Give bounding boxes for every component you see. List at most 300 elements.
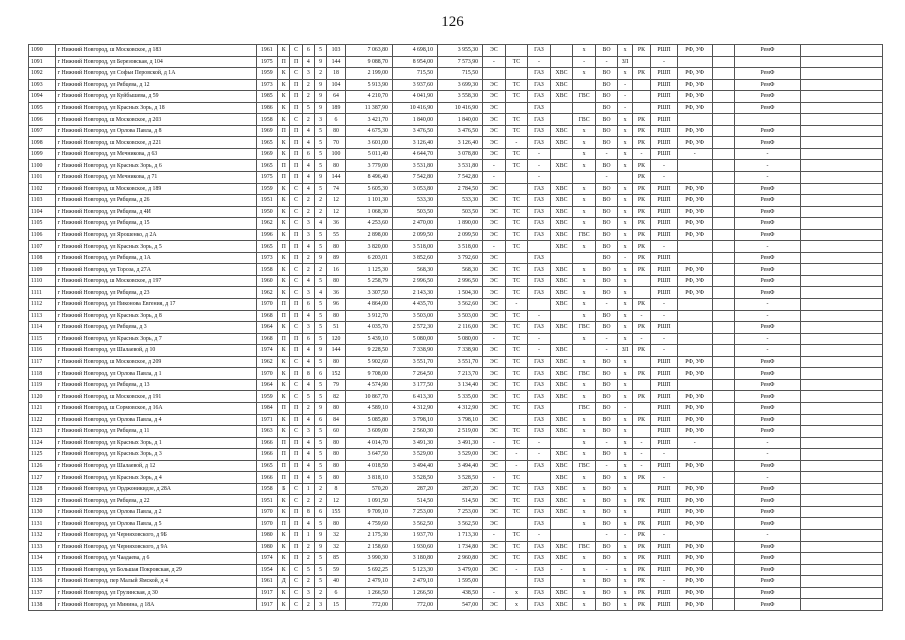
table-cell bbox=[800, 576, 882, 588]
table-cell: РШП bbox=[651, 252, 678, 264]
table-cell: - bbox=[618, 529, 632, 541]
table-row bbox=[29, 322, 883, 334]
table-cell: РемФ bbox=[735, 264, 801, 276]
table-cell: ВО bbox=[595, 241, 618, 253]
address-cell: г Нижний Новгород, ул Шалаевой, д 10 bbox=[55, 345, 256, 357]
table-cell bbox=[677, 56, 712, 68]
table-cell: 2 bbox=[302, 402, 314, 414]
table-cell: 36 bbox=[327, 287, 345, 299]
table-cell: х bbox=[618, 379, 632, 391]
table-cell: х bbox=[573, 275, 596, 287]
table-cell: ВО bbox=[595, 125, 618, 137]
table-cell: 1137 bbox=[29, 587, 56, 599]
table-cell: 3 bbox=[302, 218, 314, 230]
table-cell: ВО bbox=[595, 79, 618, 91]
table-cell: 6 bbox=[314, 368, 326, 380]
table-cell: ЭС bbox=[483, 195, 506, 207]
table-cell: РШП bbox=[651, 206, 678, 218]
table-cell: 3 bbox=[302, 322, 314, 334]
table-cell: 3 529,00 bbox=[392, 449, 437, 461]
table-cell: х bbox=[573, 125, 596, 137]
table-cell: 4 014,70 bbox=[345, 437, 392, 449]
table-cell: ВО bbox=[595, 449, 618, 461]
table-row bbox=[29, 564, 883, 576]
table-cell: ГАЗ bbox=[528, 287, 551, 299]
table-cell: ВО bbox=[595, 368, 618, 380]
table-cell: ХВС bbox=[550, 379, 573, 391]
table-cell bbox=[800, 529, 882, 541]
table-cell bbox=[712, 414, 735, 426]
table-cell: ТС bbox=[505, 483, 528, 495]
table-row bbox=[29, 252, 883, 264]
table-cell: - bbox=[618, 91, 632, 103]
table-cell: П bbox=[278, 56, 290, 68]
table-cell: ВО bbox=[595, 183, 618, 195]
table-cell bbox=[712, 206, 735, 218]
table-cell: ЭС bbox=[483, 553, 506, 565]
address-cell: г Нижний Новгород, ул Софьи Перовской, д 1А bbox=[55, 68, 256, 80]
table-cell bbox=[800, 391, 882, 403]
table-cell: 1970 bbox=[256, 299, 278, 311]
table-cell: 1113 bbox=[29, 310, 56, 322]
table-cell bbox=[677, 252, 712, 264]
table-cell: ГАЗ bbox=[528, 183, 551, 195]
table-cell: х bbox=[573, 148, 596, 160]
table-cell: ТС bbox=[505, 379, 528, 391]
table-cell: 36 bbox=[327, 218, 345, 230]
table-cell: РФ, УФ bbox=[677, 553, 712, 565]
table-cell bbox=[800, 91, 882, 103]
table-cell: ХВС bbox=[550, 345, 573, 357]
table-cell bbox=[618, 172, 632, 184]
table-cell: - bbox=[505, 460, 528, 472]
table-cell: 1963 bbox=[256, 426, 278, 438]
table-cell: 4 bbox=[302, 356, 314, 368]
address-cell: г Нижний Новгород, ул Рябцева, д 11 bbox=[55, 426, 256, 438]
table-cell: РемФ bbox=[735, 229, 801, 241]
table-cell: РФ, УФ bbox=[677, 137, 712, 149]
table-row bbox=[29, 426, 883, 438]
address-cell: г Нижний Новгород, ул Рябцева, д 26 bbox=[55, 195, 256, 207]
table-cell: 3 562,60 bbox=[437, 299, 482, 311]
table-cell: 3 053,80 bbox=[392, 183, 437, 195]
table-cell: 9 bbox=[314, 345, 326, 357]
table-cell: ВО bbox=[595, 218, 618, 230]
table-cell bbox=[712, 68, 735, 80]
table-cell: 5 123,30 bbox=[392, 564, 437, 576]
table-cell: 4 bbox=[314, 287, 326, 299]
table-cell: 3 494,40 bbox=[392, 460, 437, 472]
table-cell: РК bbox=[632, 195, 650, 207]
table-cell: С bbox=[290, 587, 302, 599]
table-cell: РФ, УФ bbox=[677, 356, 712, 368]
table-cell: 4 bbox=[302, 449, 314, 461]
table-cell: С bbox=[290, 264, 302, 276]
table-cell bbox=[677, 529, 712, 541]
table-cell: 5 902,60 bbox=[345, 356, 392, 368]
table-cell: 772,00 bbox=[392, 599, 437, 611]
table-cell: 84 bbox=[327, 414, 345, 426]
table-cell: 1 266,50 bbox=[392, 587, 437, 599]
table-cell: 3 518,00 bbox=[392, 241, 437, 253]
table-cell: РемФ bbox=[735, 45, 801, 57]
table-cell: ГАЗ bbox=[528, 275, 551, 287]
table-cell: ГАЗ bbox=[528, 137, 551, 149]
table-cell: 4 574,90 bbox=[345, 379, 392, 391]
table-cell: 3 528,50 bbox=[437, 472, 482, 484]
table-cell: х bbox=[573, 472, 596, 484]
table-cell: РК bbox=[632, 587, 650, 599]
table-cell: 1 930,60 bbox=[392, 541, 437, 553]
table-cell bbox=[712, 518, 735, 530]
table-cell: 5 605,30 bbox=[345, 183, 392, 195]
table-cell: 1965 bbox=[256, 241, 278, 253]
table-cell: ХВС bbox=[550, 160, 573, 172]
table-cell: 3 937,60 bbox=[392, 79, 437, 91]
table-cell: 4 675,30 bbox=[345, 125, 392, 137]
table-cell: К bbox=[278, 495, 290, 507]
table-cell: 3 307,50 bbox=[345, 287, 392, 299]
table-cell: РШП bbox=[651, 437, 678, 449]
table-cell: 287,20 bbox=[437, 483, 482, 495]
table-cell: х bbox=[618, 449, 632, 461]
table-cell: ГАЗ bbox=[528, 195, 551, 207]
table-row bbox=[29, 91, 883, 103]
table-cell: 2 bbox=[302, 264, 314, 276]
table-cell: 6 bbox=[327, 587, 345, 599]
table-cell: РФ, УФ bbox=[677, 218, 712, 230]
table-cell: 514,50 bbox=[392, 495, 437, 507]
table-cell: РШП bbox=[651, 137, 678, 149]
table-cell: ГАЗ bbox=[528, 518, 551, 530]
table-cell: 1108 bbox=[29, 252, 56, 264]
table-cell: - bbox=[595, 333, 618, 345]
table-cell: 1966 bbox=[256, 472, 278, 484]
address-cell: г Нижний Новгород, ул Черняховского, д 9Б bbox=[55, 529, 256, 541]
table-cell: РШП bbox=[651, 68, 678, 80]
table-cell: 5 bbox=[314, 241, 326, 253]
table-row bbox=[29, 414, 883, 426]
table-cell: ХВС bbox=[550, 495, 573, 507]
table-cell bbox=[712, 529, 735, 541]
table-cell: х bbox=[573, 137, 596, 149]
table-cell: ХВС bbox=[550, 229, 573, 241]
table-cell: 5 258,79 bbox=[345, 275, 392, 287]
table-cell: 1109 bbox=[29, 264, 56, 276]
table-cell: 1970 bbox=[256, 368, 278, 380]
table-cell bbox=[800, 414, 882, 426]
table-cell: П bbox=[290, 299, 302, 311]
table-cell: ХВС bbox=[550, 275, 573, 287]
table-cell: - bbox=[651, 576, 678, 588]
table-cell: ЗЛ bbox=[618, 56, 632, 68]
table-cell: ГВС bbox=[573, 229, 596, 241]
table-cell: РШП bbox=[651, 229, 678, 241]
table-cell: РК bbox=[632, 229, 650, 241]
table-cell: ЭС bbox=[483, 264, 506, 276]
table-cell: х bbox=[618, 356, 632, 368]
table-cell bbox=[800, 541, 882, 553]
table-cell bbox=[712, 125, 735, 137]
table-cell: 3 177,50 bbox=[392, 379, 437, 391]
table-cell: ХВС bbox=[550, 79, 573, 91]
table-cell: 3 531,80 bbox=[437, 160, 482, 172]
table-cell: - bbox=[505, 137, 528, 149]
table-cell: 4 bbox=[302, 183, 314, 195]
table-cell: 1101 bbox=[29, 172, 56, 184]
table-cell: 3 798,10 bbox=[392, 414, 437, 426]
table-cell: х bbox=[618, 241, 632, 253]
table-cell bbox=[735, 56, 801, 68]
table-cell: 80 bbox=[327, 518, 345, 530]
table-cell: 9 bbox=[314, 252, 326, 264]
table-cell: 4 018,50 bbox=[345, 460, 392, 472]
table-cell: ГВС bbox=[573, 460, 596, 472]
table-cell: ХВС bbox=[550, 483, 573, 495]
table-cell: 1100 bbox=[29, 160, 56, 172]
table-row bbox=[29, 102, 883, 114]
table-cell: 5 bbox=[314, 148, 326, 160]
table-cell: ГАЗ bbox=[528, 252, 551, 264]
table-cell: П bbox=[290, 553, 302, 565]
table-cell: 3 558,30 bbox=[437, 91, 482, 103]
table-cell: С bbox=[290, 183, 302, 195]
table-cell bbox=[712, 91, 735, 103]
table-cell bbox=[573, 529, 596, 541]
address-cell: г Нижний Новгород, ш Московское, д 197 bbox=[55, 275, 256, 287]
table-cell: 6 bbox=[327, 114, 345, 126]
table-cell: - bbox=[677, 437, 712, 449]
table-cell: 152 bbox=[327, 368, 345, 380]
table-cell bbox=[800, 472, 882, 484]
table-cell: 1099 bbox=[29, 148, 56, 160]
table-cell: 4 bbox=[302, 460, 314, 472]
table-cell bbox=[677, 379, 712, 391]
table-cell: 4 435,70 bbox=[392, 299, 437, 311]
table-cell: 104 bbox=[327, 79, 345, 91]
table-cell: 10 867,70 bbox=[345, 391, 392, 403]
table-cell: К bbox=[278, 183, 290, 195]
table-cell bbox=[800, 68, 882, 80]
table-row bbox=[29, 148, 883, 160]
table-cell: 3 bbox=[314, 114, 326, 126]
table-cell: х bbox=[573, 576, 596, 588]
table-cell bbox=[550, 518, 573, 530]
table-cell: - bbox=[632, 333, 650, 345]
table-cell: 4 035,70 bbox=[345, 322, 392, 334]
table-cell bbox=[712, 345, 735, 357]
table-cell: ТС bbox=[505, 529, 528, 541]
table-cell: 1917 bbox=[256, 587, 278, 599]
table-cell: 5 bbox=[314, 333, 326, 345]
table-cell bbox=[550, 172, 573, 184]
table-cell: ЭС bbox=[483, 368, 506, 380]
table-cell bbox=[712, 506, 735, 518]
address-cell: г Нижний Новгород, ул Ярошенко, д 2А bbox=[55, 229, 256, 241]
table-cell bbox=[712, 310, 735, 322]
table-cell: 4 bbox=[302, 125, 314, 137]
table-cell: - bbox=[651, 172, 678, 184]
table-cell: 1 504,30 bbox=[437, 287, 482, 299]
table-cell: П bbox=[278, 172, 290, 184]
table-cell: ВО bbox=[595, 472, 618, 484]
table-cell bbox=[677, 472, 712, 484]
table-cell: 3 531,80 bbox=[392, 160, 437, 172]
table-cell: 1973 bbox=[256, 252, 278, 264]
table-cell: 4 bbox=[302, 275, 314, 287]
table-cell: - bbox=[528, 148, 551, 160]
table-cell: 103 bbox=[327, 45, 345, 57]
table-cell: П bbox=[278, 518, 290, 530]
table-cell: 12 bbox=[327, 206, 345, 218]
table-cell: РШП bbox=[651, 264, 678, 276]
table-cell: К bbox=[278, 79, 290, 91]
table-cell bbox=[505, 68, 528, 80]
table-cell bbox=[800, 218, 882, 230]
table-cell: - bbox=[595, 56, 618, 68]
table-cell: 10 416,90 bbox=[392, 102, 437, 114]
table-cell: ВО bbox=[595, 495, 618, 507]
table-cell bbox=[550, 56, 573, 68]
table-cell: х bbox=[573, 45, 596, 57]
table-cell: 10 416,90 bbox=[437, 102, 482, 114]
table-cell: ХВС bbox=[550, 472, 573, 484]
table-cell: РФ, УФ bbox=[677, 275, 712, 287]
table-row bbox=[29, 264, 883, 276]
table-cell: 2 898,00 bbox=[345, 229, 392, 241]
table-cell: х bbox=[505, 587, 528, 599]
table-cell: П bbox=[290, 137, 302, 149]
table-cell: ХВС bbox=[550, 299, 573, 311]
table-cell: ТС bbox=[505, 91, 528, 103]
table-cell: РК bbox=[632, 137, 650, 149]
table-cell: 3 852,60 bbox=[392, 252, 437, 264]
table-cell bbox=[632, 287, 650, 299]
table-cell: ЗЛ bbox=[618, 345, 632, 357]
table-cell: РФ, УФ bbox=[677, 391, 712, 403]
table-cell: РФ, УФ bbox=[677, 195, 712, 207]
table-cell: РК bbox=[632, 114, 650, 126]
table-cell: ЭС bbox=[483, 275, 506, 287]
table-cell: 70 bbox=[327, 137, 345, 149]
table-cell: ГАЗ bbox=[528, 576, 551, 588]
table-cell: РемФ bbox=[735, 506, 801, 518]
table-cell: ЭС bbox=[483, 483, 506, 495]
table-cell bbox=[712, 599, 735, 611]
table-cell: 514,50 bbox=[437, 495, 482, 507]
table-cell: - bbox=[505, 449, 528, 461]
table-cell: 4 bbox=[302, 414, 314, 426]
table-cell bbox=[712, 137, 735, 149]
address-cell: г Нижний Новгород, ш Московское, д 209 bbox=[55, 356, 256, 368]
table-cell: П bbox=[290, 252, 302, 264]
table-cell: П bbox=[290, 506, 302, 518]
table-cell bbox=[550, 529, 573, 541]
table-cell: РК bbox=[632, 529, 650, 541]
table-cell: 2 519,00 bbox=[437, 426, 482, 438]
table-cell: х bbox=[573, 379, 596, 391]
table-cell: РемФ bbox=[735, 587, 801, 599]
table-cell: 1098 bbox=[29, 137, 56, 149]
table-cell bbox=[712, 148, 735, 160]
table-cell: х bbox=[618, 275, 632, 287]
table-cell: 1973 bbox=[256, 79, 278, 91]
table-cell: 1 101,30 bbox=[345, 195, 392, 207]
table-cell: - bbox=[595, 172, 618, 184]
table-cell: П bbox=[278, 460, 290, 472]
table-cell: ВО bbox=[595, 426, 618, 438]
table-cell: 5 011,40 bbox=[345, 148, 392, 160]
table-cell: 3 491,30 bbox=[392, 437, 437, 449]
table-row bbox=[29, 472, 883, 484]
table-cell: 5 bbox=[314, 437, 326, 449]
table-cell: 2 bbox=[302, 252, 314, 264]
table-cell: РШП bbox=[651, 541, 678, 553]
table-cell: 547,00 bbox=[437, 599, 482, 611]
table-row bbox=[29, 483, 883, 495]
table-cell: РемФ bbox=[735, 183, 801, 195]
table-cell: 715,50 bbox=[392, 68, 437, 80]
table-cell: 4 698,10 bbox=[392, 45, 437, 57]
table-cell: 3 bbox=[314, 599, 326, 611]
table-cell: РШП bbox=[651, 460, 678, 472]
table-cell: ГАЗ bbox=[528, 125, 551, 137]
table-cell: РемФ bbox=[735, 218, 801, 230]
table-cell: ГАЗ bbox=[528, 322, 551, 334]
table-cell: П bbox=[290, 102, 302, 114]
table-cell: РК bbox=[632, 541, 650, 553]
table-cell: ВО bbox=[595, 310, 618, 322]
table-cell bbox=[800, 310, 882, 322]
table-cell: 3 518,00 bbox=[437, 241, 482, 253]
table-cell: РШП bbox=[651, 495, 678, 507]
table-cell: РК bbox=[632, 322, 650, 334]
address-cell: г Нижний Новгород, ул Рябцева, д 22 bbox=[55, 495, 256, 507]
table-cell: ЭС bbox=[483, 287, 506, 299]
table-cell: - bbox=[483, 587, 506, 599]
table-cell: 2 bbox=[314, 206, 326, 218]
address-cell: г Нижний Новгород, ул Рябцева, д 13 bbox=[55, 379, 256, 391]
table-cell: ВО bbox=[595, 160, 618, 172]
table-cell bbox=[712, 541, 735, 553]
table-cell: П bbox=[290, 91, 302, 103]
table-cell: 189 bbox=[327, 102, 345, 114]
address-cell: г Нижний Новгород, ул Мечникова, д 63 bbox=[55, 148, 256, 160]
table-cell: К bbox=[278, 275, 290, 287]
table-cell: х bbox=[618, 195, 632, 207]
table-cell: 1121 bbox=[29, 402, 56, 414]
table-cell bbox=[573, 252, 596, 264]
table-cell bbox=[800, 356, 882, 368]
table-cell: С bbox=[290, 206, 302, 218]
table-row bbox=[29, 460, 883, 472]
table-cell: К bbox=[278, 356, 290, 368]
table-cell: П bbox=[278, 449, 290, 461]
table-cell: х bbox=[618, 437, 632, 449]
table-cell: 7 338,90 bbox=[437, 345, 482, 357]
table-cell: ЭС bbox=[483, 125, 506, 137]
table-cell: 4 bbox=[302, 160, 314, 172]
table-cell bbox=[505, 45, 528, 57]
table-cell: х bbox=[573, 391, 596, 403]
table-cell: - bbox=[618, 402, 632, 414]
table-row bbox=[29, 56, 883, 68]
table-cell: х bbox=[618, 264, 632, 276]
table-cell: х bbox=[573, 68, 596, 80]
table-cell: ТС bbox=[505, 437, 528, 449]
table-cell: РФ, УФ bbox=[677, 587, 712, 599]
table-cell: 4 253,60 bbox=[345, 218, 392, 230]
